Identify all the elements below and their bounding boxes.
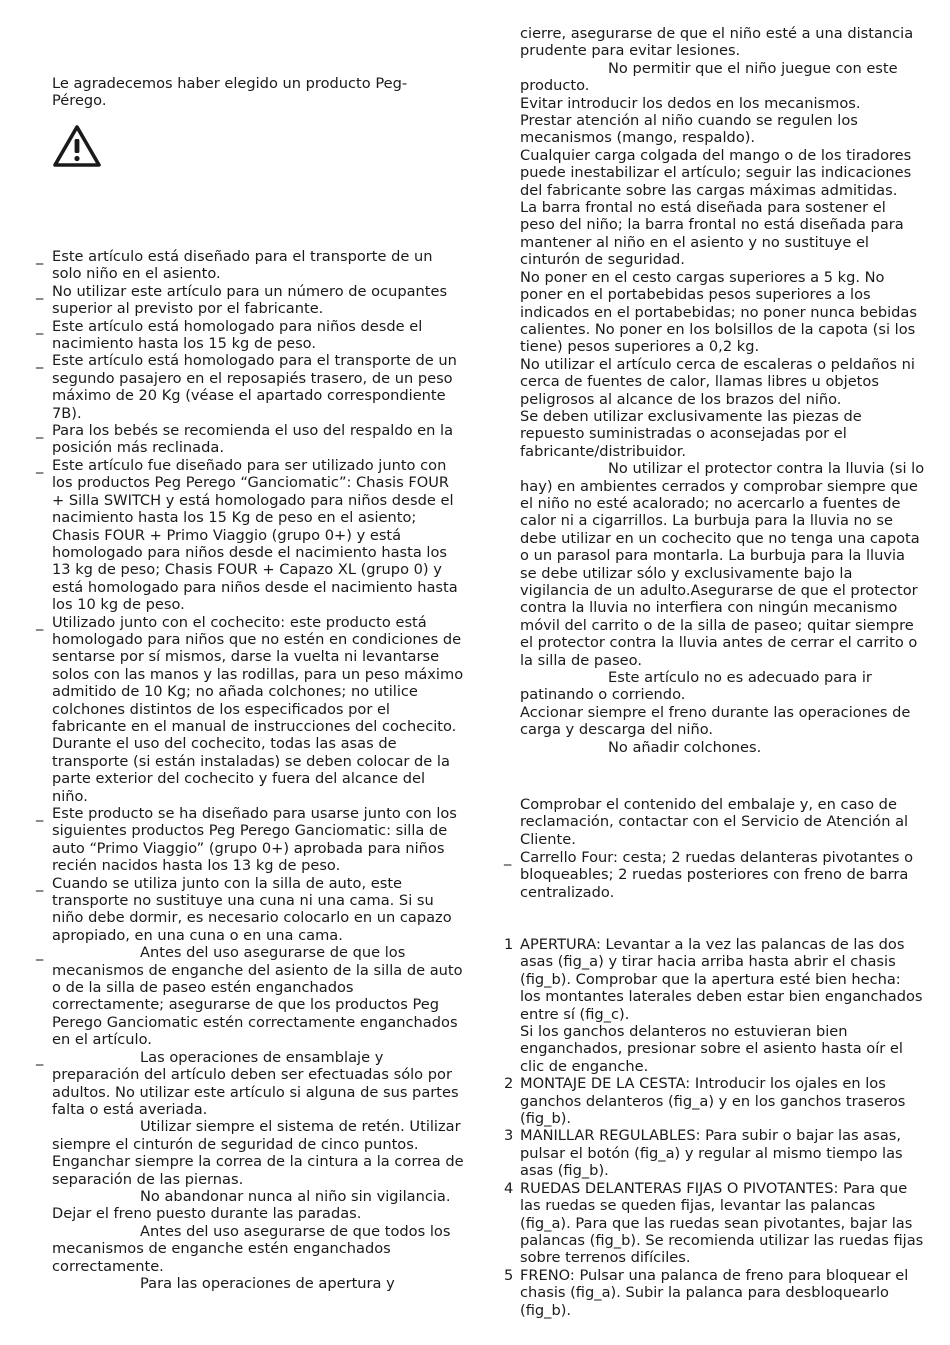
- paragraph: Utilizar siempre el sistema de retén. Utilizar siempre el cinturón de seguridad de cinco puntos. Enganchar siempre la correa de la cintura a la correa de separación de las piernas.: [52, 1118, 464, 1188]
- step-number: 5: [504, 1266, 514, 1284]
- paragraph: Evitar introducir los dedos en los mecanismos.: [520, 94, 861, 112]
- paragraph: No utilizar el artículo cerca de escaleras o peldaños ni cerca de fuentes de calor, llamas libres u objetos peligrosos al alcance de los brazos del niño.: [520, 355, 915, 408]
- paragraph: Para las operaciones de apertura y: [140, 1274, 395, 1292]
- paragraph: No abandonar nunca al niño sin vigilancia. Dejar el freno puesto durante las paradas.: [52, 1187, 451, 1223]
- step-text: APERTURA: Levantar a la vez las palancas de las dos asas (fig_a) y tirar hacia arriba hasta abrir el chasis (fig_b). Comprobar que la apertura esté bien hecha: los montantes laterales deben estar bien enganchados entre sí (fig_c).: [520, 936, 923, 1023]
- paragraph: Cualquier carga colgada del mango o de los tiradores puede inestabilizar el artículo; seguir las indicaciones del fabricante sobre las cargas máximas admitidas.: [520, 146, 912, 199]
- warning-triangle-icon: [52, 124, 102, 168]
- contents-intro: Comprobar el contenido del embalaje y, en caso de reclamación, contactar con el Servicio de Atención al Cliente.: [520, 796, 909, 848]
- intro-text: Le agradecemos haber elegido un producto Peg-Pérego.: [52, 75, 408, 110]
- list-item: _ Este producto se ha diseñado para usarse junto con los siguientes productos Peg Perego Ganciomatic: silla de auto “Primo Viaggio” (grupo 0+) aprobada para niños recién nacidos hasta los 13 kg de peso.: [52, 805, 464, 875]
- list-item: [52, 944, 464, 1048]
- step-item: [504, 1127, 925, 1180]
- step-extra: Si los ganchos delanteros no estuvieran bien enganchados, presionar sobre el asiento hasta oír el clic de enganche.: [520, 1023, 903, 1075]
- paragraph: Accionar siempre el freno durante las operaciones de carga y descarga del niño.: [520, 703, 911, 739]
- step-item: [504, 1266, 925, 1319]
- warnings-continued: [520, 25, 925, 756]
- step-text: RUEDAS DELANTERAS FIJAS O PIVOTANTES: Para que las ruedas se queden fijas, levantar las palancas (fig_a). Para que las ruedas sean pivotantes, bajar las palancas (fig_b). Se recomienda utilizar las ruedas fijas sobre terrenos difíciles.: [520, 1179, 924, 1267]
- list-item: [52, 1049, 464, 1119]
- step-text: MANILLAR REGULABLES: Para subir o bajar las asas, pulsar el botón (fig_a) y regular al mismo tiempo las asas (fig_b).: [520, 1127, 903, 1180]
- step-item: [504, 1179, 925, 1267]
- step-number: 3: [504, 1127, 514, 1145]
- paragraph: No utilizar el protector contra la lluvia (si lo hay) en ambientes cerrados y comprobar siempre que el niño no esté acalorado; no acercarlo a fuentes de calor ni a cigarrillos. La burbuja para la lluvia no se debe utilizar en un cochecito que no tenga una capota o un parasol para montarla. La burbuja para la lluvia se debe utilizar sólo y exclusivamente bajo la vigilancia de un adulto.Asegurarse de que el protector contra la lluvia no interfiera con ningún mecanismo móvil del carrito o de la silla de paseo; quitar siempre el protector contra la lluvia antes de cerrar el carrito o la silla de paseo.: [520, 460, 925, 669]
- paragraph: cierre, asegurarse de que el niño esté a una distancia prudente para evitar lesiones.: [520, 25, 914, 60]
- paragraph: Este artículo no es adecuado para ir patinando o corriendo.: [520, 669, 872, 704]
- list-item: _ Este artículo fue diseñado para ser utilizado junto con los productos Peg Perego “Ganciomatic”: Chasis FOUR + Silla SWITCH y está homologado para niños desde el nacimiento hasta los 15 Kg de peso en el asiento; Chasis FOUR + Primo Viaggio (grupo 0+) y está homologado para niños desde el nacimiento hasta los 13 kg de peso; Chasis FOUR + Capazo XL (grupo 0) y está homologado para niños desde el nacimiento hasta los 10 kg de peso.: [52, 457, 464, 614]
- step-number: 1: [504, 936, 514, 953]
- paragraph: No permitir que el niño juegue con este producto.: [520, 59, 898, 95]
- list-item: _ Cuando se utiliza junto con la silla de auto, este transporte no sustituye una cuna ni una cama. Si su niño debe dormir, es necesario colocarlo en un capazo apropiado, en una cuna o en una cama.: [52, 875, 464, 945]
- step-item: [504, 1075, 925, 1128]
- step-number: 2: [504, 1075, 514, 1093]
- list-item: _ Este artículo está homologado para el transporte de un segundo pasajero en el reposapiés trasero, de un peso máximo de 20 Kg (véase el apartado correspondiente 7B).: [52, 352, 464, 422]
- list-item-text: _ Las operaciones de ensamblaje y preparación del artículo deben ser efectuadas sólo por adultos. No utilizar este artículo si alguna de sus partes falta o está averiada.: [52, 1048, 459, 1118]
- paragraph: Se deben utilizar exclusivamente las piezas de repuesto suministradas o aconsejadas por el fabricante/distribuidor.: [520, 407, 862, 460]
- assembly-steps: [504, 936, 925, 1319]
- paragraph: Antes del uso asegurarse de que todos los mecanismos de enganche estén enganchados correctamente.: [52, 1222, 451, 1275]
- list-item: _ Este artículo está homologado para niños desde el nacimiento hasta los 15 kg de peso.: [52, 318, 464, 353]
- step-text: MONTAJE DE LA CESTA: Introducir los ojales en los ganchos delanteros (fig_a) y en los ganchos traseros (fig_b).: [520, 1075, 906, 1128]
- paragraph: Prestar atención al niño cuando se regulen los mecanismos (mango, respaldo).: [520, 112, 858, 147]
- paragraph: La barra frontal no está diseñada para sostener el peso del niño; la barra frontal no está diseñada para mantener al niño en el asiento y no sustituye el cinturón de seguridad.: [520, 199, 904, 269]
- paragraph: No poner en el cesto cargas superiores a 5 kg. No poner en el portabebidas pesos superiores a los indicados en el portabebidas; no poner nunca bebidas calientes. No poner en los bolsillos de la capota (si los tiene) pesos superiores a 0,2 kg.: [520, 268, 917, 356]
- contents-item: _ Carrello Four: cesta; 2 ruedas delanteras pivotantes o bloqueables; 2 ruedas posteriores con freno de barra centralizado.: [520, 849, 925, 901]
- step-item: [504, 936, 925, 1075]
- list-item: _ Utilizado junto con el cochecito: este producto está homologado para niños que no estén en condiciones de sentarse por sí mismos, darse la vuelta ni levantarse solos con las manos y las rodillas, para un peso máximo admitido de 10 Kg; no añada colchones; no utilice colchones distintos de los especificados por el fabricante en el manual de instrucciones del cochecito. Durante el uso del cochecito, todas las asas de transporte (si están instaladas) se deben colocar de la parte exterior del cochecito y fuera del alcance del niño.: [52, 614, 464, 805]
- warnings-list: [52, 248, 464, 1292]
- step-text: FRENO: Pulsar una palanca de freno para bloquear el chasis (fig_a). Subir la palanca para desbloquearlo (fig_b).: [520, 1266, 909, 1319]
- paragraph: No añadir colchones.: [608, 738, 762, 756]
- list-item-text: _ Antes del uso asegurarse de que los mecanismos de enganche del asiento de la silla de auto o de la silla de paseo estén enganchados correctamente; asegurarse de que los productos Peg Perego Ganciomatic estén correctamente enganchados en el artículo.: [52, 944, 463, 1049]
- list-item: _ Este artículo está diseñado para el transporte de un solo niño en el asiento.: [52, 248, 464, 283]
- list-item: _ Para los bebés se recomienda el uso del respaldo en la posición más reclinada.: [52, 422, 464, 457]
- list-item: _ No utilizar este artículo para un número de ocupantes superior al previsto por el fabricante.: [52, 283, 464, 318]
- step-number: 4: [504, 1179, 514, 1197]
